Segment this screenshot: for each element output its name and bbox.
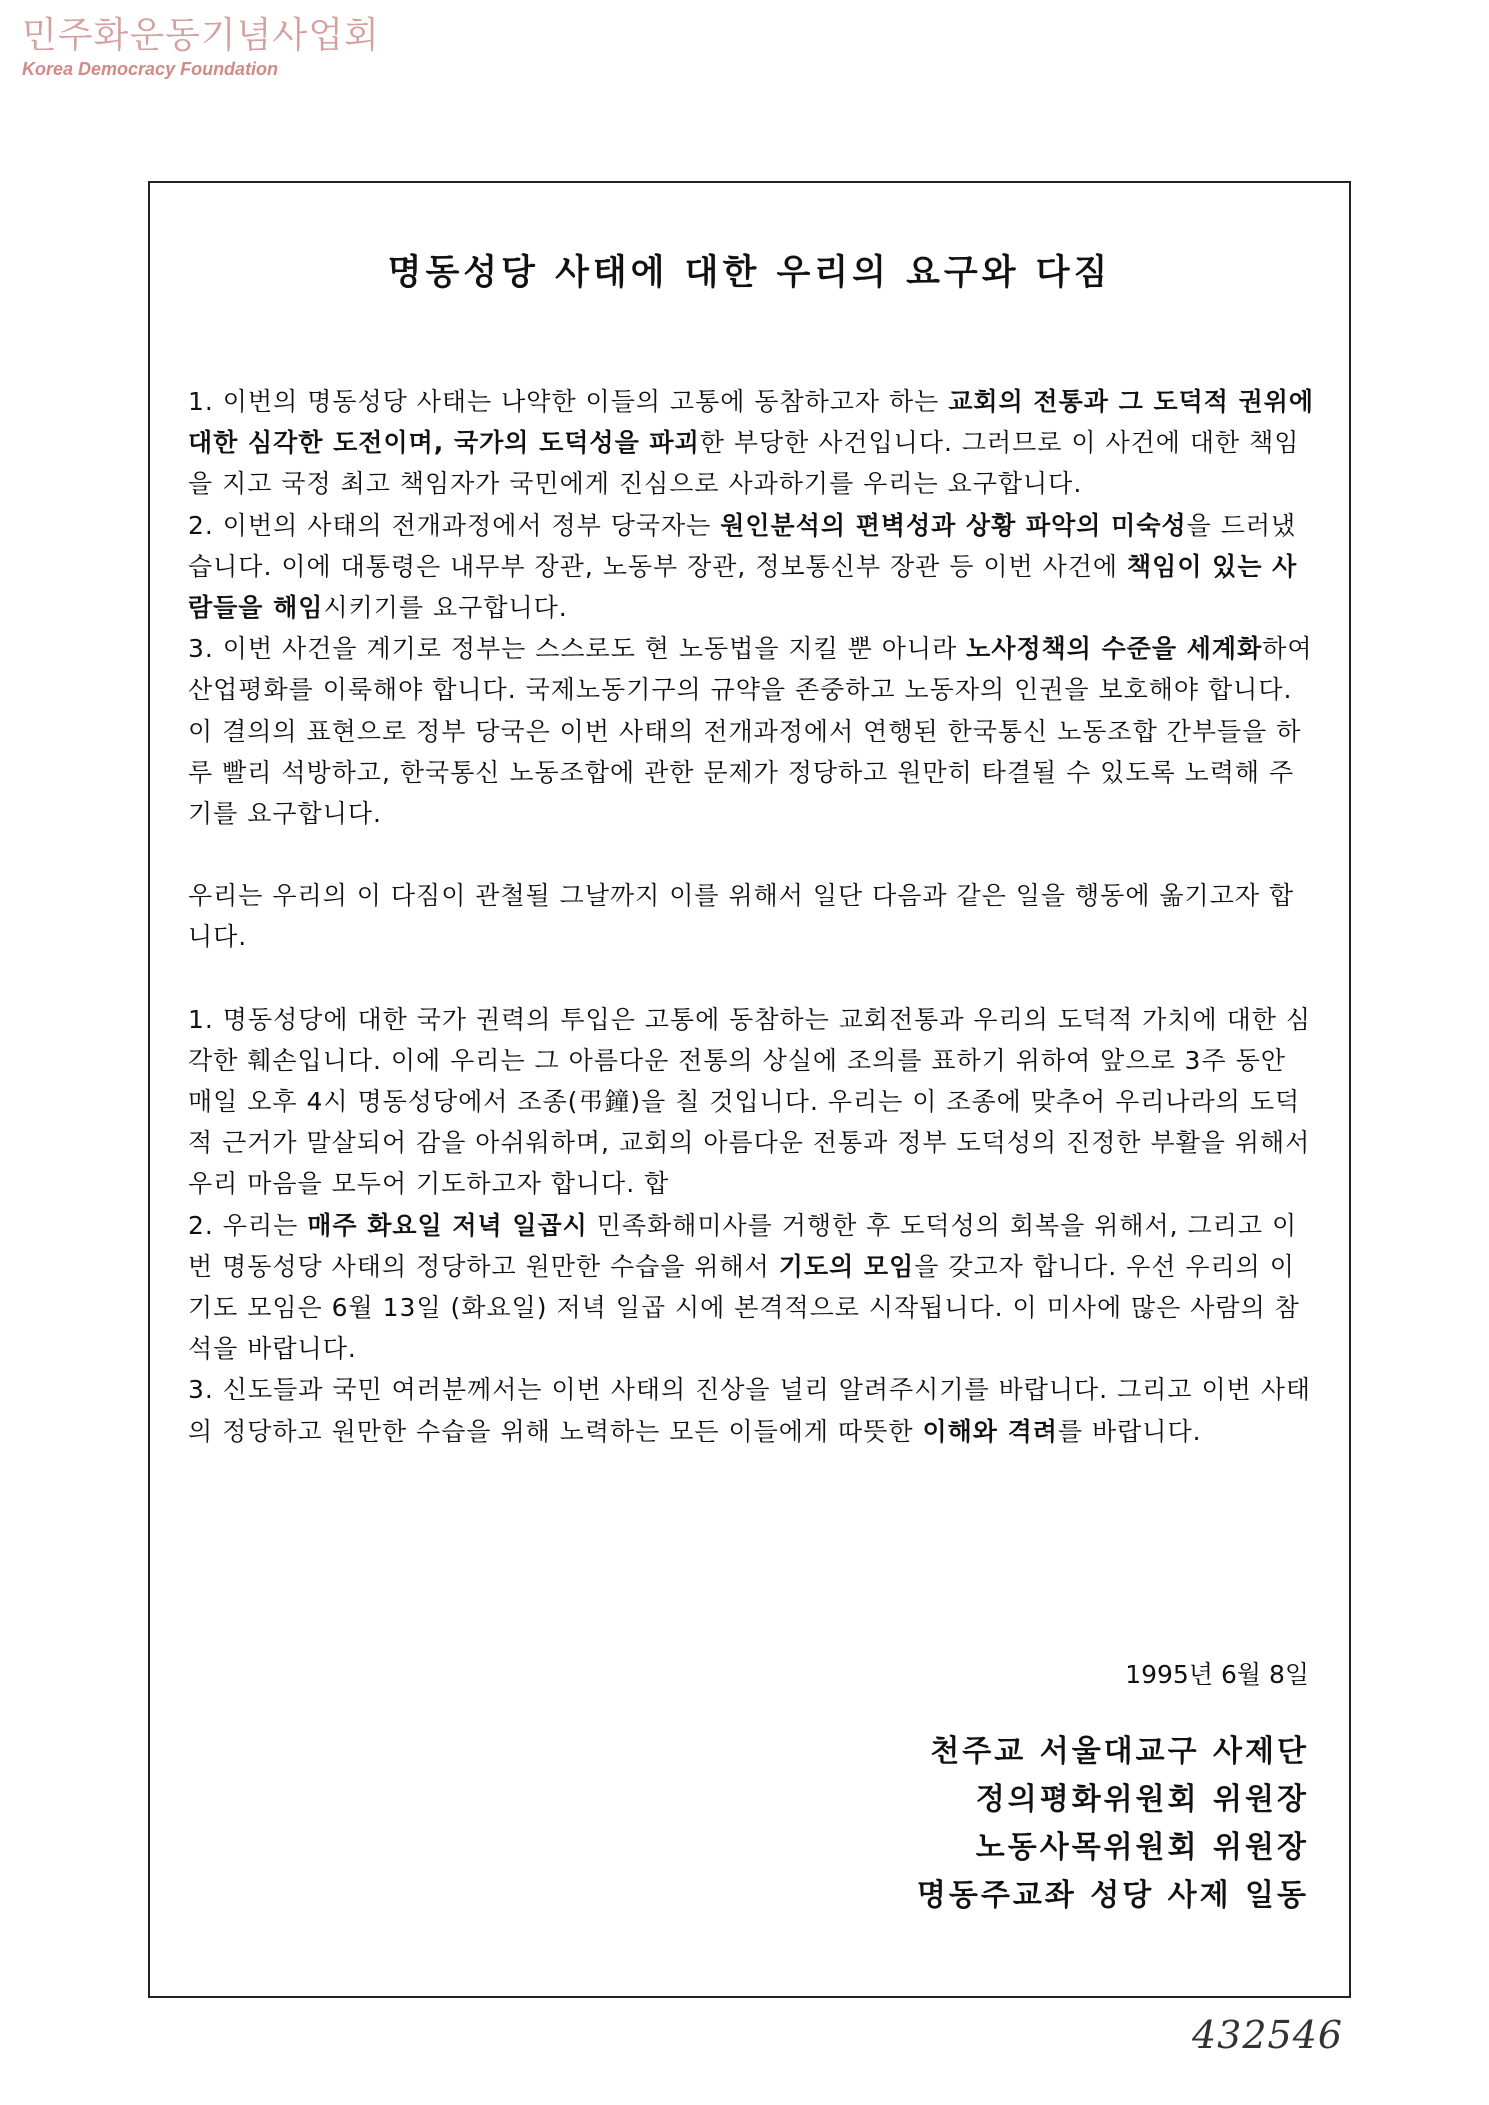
paragraph-text: 3. 신도들과 국민 여러분께서는 이번 사태의 진상을 널리 알려주시기를 바랍니다. 그리고 이번 사태의 정당하고 원만한 수습을 위해 노력하는 모든 이들에게 따뜻한 [188,1375,1312,1446]
emphasis-text: 교회의 전통과 그 도덕적 권위에 대한 심각한 도전이며, 국가의 도덕성을 파괴 [188,387,1315,458]
paragraph-text: 하여 산업평화를 이룩해야 합니다. 국제노동기구의 규약을 존중하고 노동자의 인권을 보호해야 합니다. 이 결의의 표현으로 정부 당국은 이번 사태의 전개과정에서 연행된 한국통신 노동조합 간부들을 하루 빨리 석방하고, 한국통신 노동조합에 관한 문제가 정당하고 원만히 타결될 수 있도록 노력해 주기를 요구합니다. [188,634,1313,829]
pledge-item-3 [188,1369,1316,1451]
emphasis-text: 매주 화요일 저녁 일곱시 [307,1210,588,1240]
pledge-item-1 [188,999,1316,1205]
document-frame [148,181,1351,1998]
pledge-intro: 우리는 우리의 이 다짐이 관철될 그날까지 이를 위해서 일단 다음과 같은 일을 행동에 옮기고자 합니다. [188,881,1295,952]
paragraph-text: 을 드러냈습니다. 이에 대통령은 내무부 장관, 노동부 장관, 정보통신부 장관 등 이번 사건에 [188,510,1297,581]
watermark-logo [22,14,380,80]
paragraph-text: 3. 이번 사건을 계기로 정부는 스스로도 현 노동법을 지킬 뿐 아니라 [188,634,967,664]
pledge-item-2 [188,1205,1316,1370]
document-date: 1995년 6월 8일 [1125,1660,1309,1689]
paragraph-text: 2. 이번의 사태의 전개과정에서 정부 당국자는 [188,510,721,540]
demand-item-3 [188,628,1316,834]
demand-item-1 [188,381,1316,505]
emphasis-text: 책임이 있는 사람들을 해임 [188,551,1298,623]
document-body [188,381,1316,1452]
signer-line: 정의평화위원회 위원장 [975,1782,1309,1817]
signer-line: 노동사목위원회 위원장 [975,1830,1309,1865]
emphasis-text: 원인분석의 편벽성과 상황 파악의 미숙성 [720,510,1187,540]
paragraph-text: 민족화해미사를 거행한 후 도덕성의 회복을 위해서, 그리고 이번 명동성당 사태의 정당하고 원만한 수습을 위해서 [188,1210,1298,1281]
document-title: 명동성당 사태에 대한 우리의 요구와 다짐 [387,253,1112,293]
demand-item-2 [188,505,1316,629]
paragraph-text: 를 바랍니다. [1057,1416,1202,1446]
paragraph-spacer [188,958,1316,999]
signer-line: 명동주교좌 성당 사제 일동 [916,1878,1309,1913]
signer-line: 천주교 서울대교구 사제단 [930,1734,1309,1769]
emphasis-text: 이해와 격려 [922,1416,1058,1446]
watermark-english: Korea Democracy Foundation [22,59,279,79]
paragraph-text: 1. 명동성당에 대한 국가 권력의 투입은 고통에 동참하는 교회전통과 우리의 도덕적 가치에 대한 심각한 훼손입니다. 이에 우리는 그 아름다운 전통의 상실에 조의를 표하기 위하여 앞으로 3주 동안 매일 오후 4시 명동성당에서 조종(弔鐘)을 칠 것입니다. 우리는 이 조종에 맞추어 우리나라의 도덕적 근거가 말살되어 감을 아쉬워하며, 교회의 아름다운 전통과 정부 도덕성의 진정한 부활을 위해서 우리 마음을 모두어 기도하고자 합니다. 합 [188,1004,1312,1199]
paragraph-text: 2. 우리는 [188,1210,308,1240]
document-number: 432546 [1192,2013,1344,2057]
paragraph-text: 1. 이번의 명동성당 사태는 나약한 이들의 고통에 동참하고자 하는 [188,387,949,416]
paragraph-text: 을 갖고자 합니다. 우선 우리의 이 기도 모임은 6월 13일 (화요일) 저녁 일곱 시에 본격적으로 시작됩니다. 이 미사에 많은 사람의 참석을 바랍니다. [188,1251,1300,1364]
paragraph-text: 한 부당한 사건입니다. 그러므로 이 사건에 대한 책임을 지고 국정 최고 책임자가 국민에게 진심으로 사과하기를 우리는 요구합니다. [188,428,1300,499]
watermark-korean: 민주화운동기념사업회 [22,15,380,56]
emphasis-text: 기도의 모임 [778,1251,915,1281]
paragraph-text: 시키기를 요구합니다. [323,593,568,623]
emphasis-text: 노사정책의 수준을 세계화 [966,634,1263,664]
paragraph-spacer [188,834,1316,875]
signers-block [917,1728,1309,1920]
